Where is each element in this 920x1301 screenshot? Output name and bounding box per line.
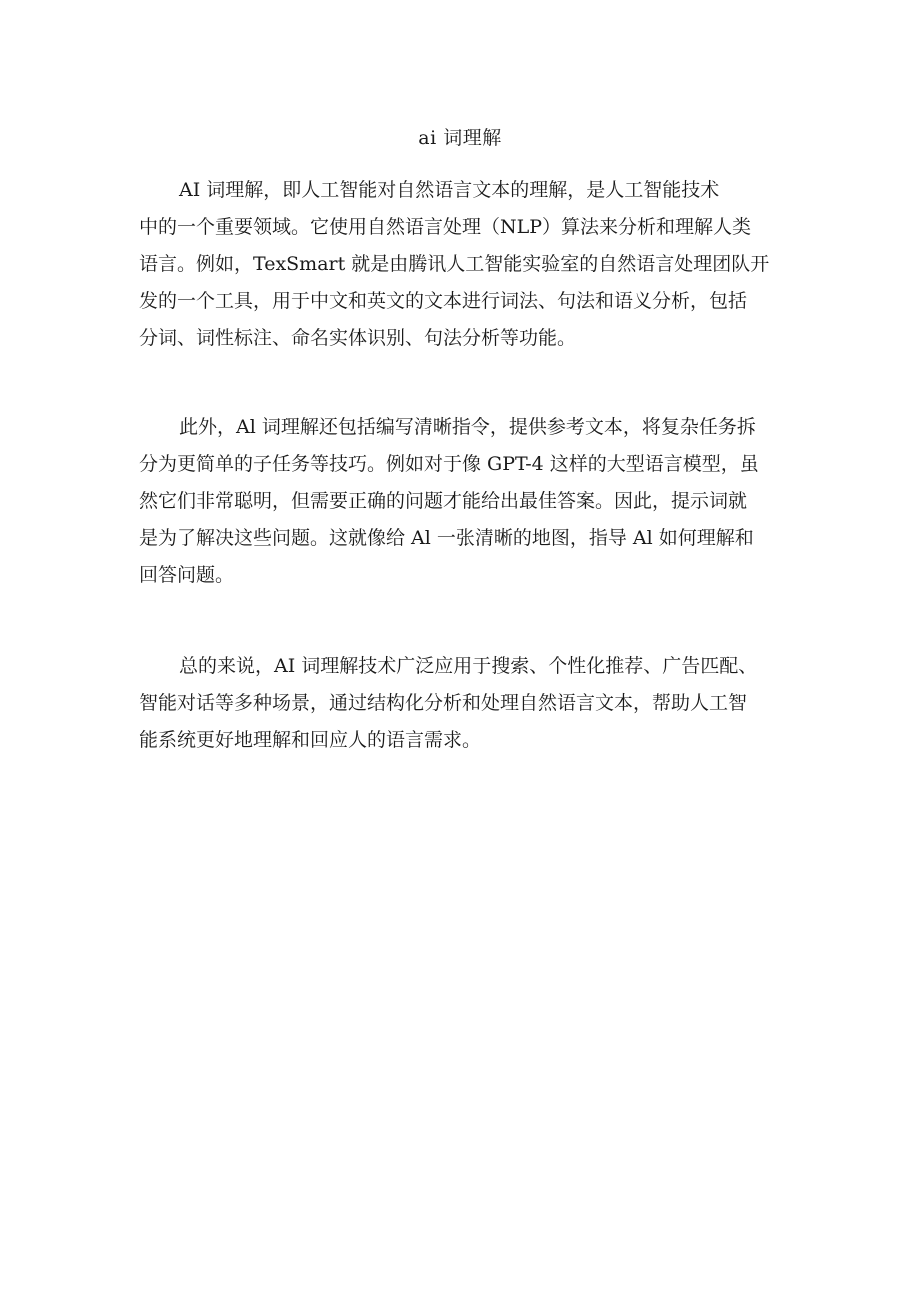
paragraph-line: 智能对话等多种场景，通过结构化分析和处理自然语言文本，帮助人工智 [139,692,748,714]
paragraph-line: AI 词理解，即人工智能对自然语言文本的理解，是人工智能技术 [179,179,720,201]
paragraph-line: 回答问题。 [139,564,235,586]
paragraph-line: 中的一个重要领域。它使用自然语言处理（NLP）算法来分析和理解人类 [139,216,752,238]
paragraph-line: 语言。例如，TexSmart 就是由腾讯人工智能实验室的自然语言处理团队开 [139,253,770,275]
document-title: ai 词理解 [418,127,502,149]
paragraph-3 [139,648,799,759]
paragraph-line: 能系统更好地理解和回应人的语言需求。 [139,729,482,751]
paragraph-line: 此外，Al 词理解还包括编写清晰指令，提供参考文本，将复杂任务拆 [179,416,756,438]
paragraph-line: 然它们非常聪明，但需要正确的问题才能给出最佳答案。因此，提示词就 [139,490,748,512]
paragraph-1 [139,172,799,357]
paragraph-line: 总的来说，AI 词理解技术广泛应用于搜索、个性化推荐、广告匹配、 [179,655,758,677]
paragraph-line: 分词、词性标注、命名实体识别、句法分析等功能。 [139,327,577,349]
paragraph-line: 分为更简单的子任务等技巧。例如对于像 GPT-4 这样的大型语言模型，虽 [139,453,759,475]
paragraph-line: 是为了解决这些问题。这就像给 Al 一张清晰的地图，指导 Al 如何理解和 [139,527,754,549]
paragraph-line: 发的一个工具，用于中文和英文的文本进行词法、句法和语义分析，包括 [139,290,748,312]
paragraph-2 [139,409,799,594]
